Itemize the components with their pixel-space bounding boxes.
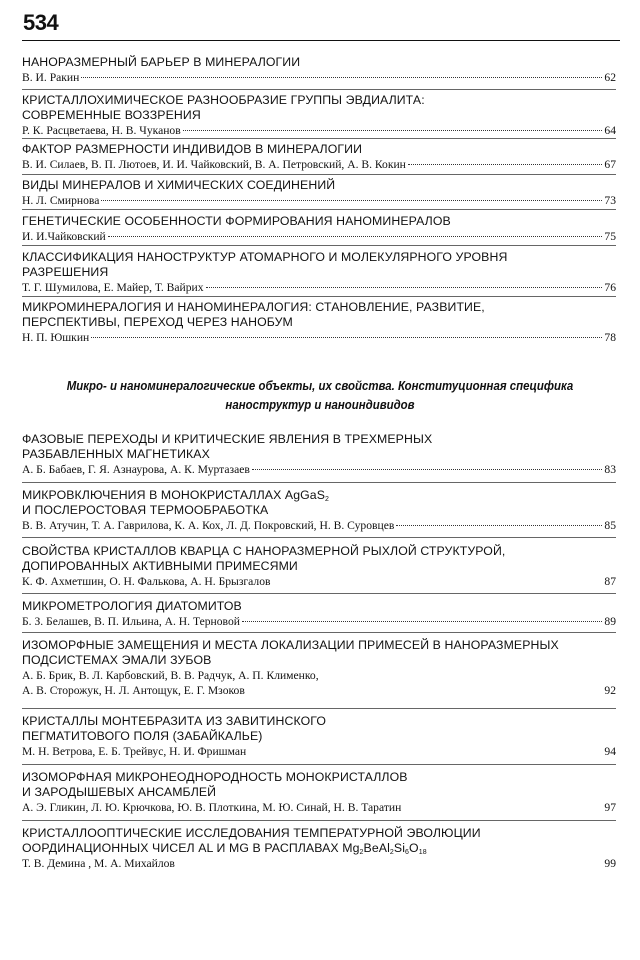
subscript: 2 — [359, 849, 364, 856]
subscript: 2 — [325, 496, 330, 503]
section-heading-line: Микро- и наноминералогические объекты, их свойства. Конституционная специфика — [66, 378, 574, 393]
entry-authors: В. И. Силаев, В. П. Лютоев, И. И. Чайковский, В. А. Петровский, А. В. Кокин — [22, 158, 406, 171]
entry-title: ПЕГМАТИТОВОГО ПОЛЯ (ЗАБАЙКАЛЬЕ) — [22, 729, 263, 743]
toc-entry[interactable] — [22, 432, 616, 477]
entry-title: ИЗОМОРФНЫЕ ЗАМЕЩЕНИЯ И МЕСТА ЛОКАЛИЗАЦИИ ПРИМЕСЕЙ В НАНОРАЗМЕРНЫХ — [22, 638, 559, 652]
entry-author-line — [22, 463, 616, 477]
entry-authors: А. Б. Брик, В. Л. Карбовский, В. В. Радчук, А. П. Клименко, — [22, 669, 319, 682]
entry-title: МИКРОМЕТРОЛОГИЯ ДИАТОМИТОВ — [22, 599, 242, 613]
entry-authors: А. В. Сторожук, Н. Л. Антощук, Е. Г. Мзоков — [22, 684, 245, 697]
toc-entry[interactable] — [22, 599, 616, 629]
entry-author-line — [22, 194, 616, 208]
subscript: 6 — [405, 849, 410, 856]
entry-title-text: ООРДИНАЦИОННЫХ ЧИСЕЛ AL И MG В РАСПЛАВАХ Mg — [22, 841, 360, 855]
entry-separator — [22, 708, 616, 709]
entry-author-line — [22, 281, 616, 295]
entry-title: СОВРЕМЕННЫЕ ВОЗЗРЕНИЯ — [22, 108, 201, 122]
dot-leader — [108, 235, 603, 237]
entry-title: КЛАССИФИКАЦИЯ НАНОСТРУКТУР АТОМАРНОГО И МОЛЕКУЛЯРНОГО УРОВНЯ — [22, 250, 508, 264]
entry-authors: Т. В. Демина , М. А. Михайлов — [22, 857, 175, 870]
entry-title: КРИСТАЛЛОХИМИЧЕСКОЕ РАЗНООБРАЗИЕ ГРУППЫ ЭВДИАЛИТА: — [22, 93, 425, 107]
entry-page: 85 — [604, 519, 616, 532]
entry-title: И ПОСЛЕРОСТОВАЯ ТЕРМООБРАБОТКА — [22, 503, 269, 517]
entry-authors: А. Э. Гликин, Л. Ю. Крючкова, Ю. В. Плоткина, М. Ю. Синай, Н. В. Таратин — [22, 801, 402, 814]
toc-entry[interactable] — [22, 93, 616, 138]
entry-separator — [22, 245, 616, 246]
toc-entry[interactable] — [22, 770, 616, 815]
entry-author-line — [22, 615, 616, 629]
entry-title: ФАЗОВЫЕ ПЕРЕХОДЫ И КРИТИЧЕСКИЕ ЯВЛЕНИЯ В ТРЕХМЕРНЫХ — [22, 432, 433, 446]
entry-page: 75 — [604, 230, 616, 243]
entry-separator — [22, 593, 616, 594]
entry-page: 89 — [604, 615, 616, 628]
entry-title: ИЗОМОРФНАЯ МИКРОНЕОДНОРОДНОСТЬ МОНОКРИСТАЛЛОВ — [22, 770, 408, 784]
entry-title: СВОЙСТВА КРИСТАЛЛОВ КВАРЦА С НАНОРАЗМЕРНОЙ РЫХЛОЙ СТРУКТУРОЙ, — [22, 544, 506, 558]
entry-separator — [22, 632, 616, 633]
toc-entry[interactable] — [22, 55, 616, 85]
entry-title: ФАКТОР РАЗМЕРНОСТИ ИНДИВИДОВ В МИНЕРАЛОГИИ — [22, 142, 363, 156]
entry-title: МИКРОМИНЕРАЛОГИЯ И НАНОМИНЕРАЛОГИЯ: СТАНОВЛЕНИЕ, РАЗВИТИЕ, — [22, 300, 485, 314]
dot-leader — [81, 76, 602, 78]
section-heading — [65, 376, 575, 414]
entry-authors: И. И.Чайковский — [22, 230, 106, 243]
entry-author-line — [22, 575, 616, 589]
entry-title-text: МИКРОВКЛЮЧЕНИЯ В МОНОКРИСТАЛЛАХ AgGaS — [22, 488, 326, 502]
entry-separator — [22, 537, 616, 538]
entry-author-line — [22, 519, 616, 533]
entry-authors: В. И. Ракин — [22, 71, 80, 84]
entry-author-line — [22, 684, 616, 698]
dot-leader — [206, 286, 603, 288]
dot-leader — [252, 468, 603, 470]
entry-title: И ЗАРОДЫШЕВЫХ АНСАМБЛЕЙ — [22, 785, 217, 799]
entry-title: НАНОРАЗМЕРНЫЙ БАРЬЕР В МИНЕРАЛОГИИ — [22, 55, 301, 69]
dot-leader — [183, 129, 603, 131]
entry-authors: К. Ф. Ахметшин, О. Н. Фалькова, А. Н. Брызгалов — [22, 575, 271, 588]
entry-authors: Р. К. Расцветаева, Н. В. Чуканов — [22, 124, 181, 137]
entry-authors: В. В. Атучин, Т. А. Гаврилова, К. А. Кох, Л. Д. Покровский, Н. В. Суровцев — [22, 519, 395, 532]
toc-entry[interactable] — [22, 142, 616, 172]
entry-page: 87 — [604, 575, 616, 588]
entry-title: ПЕРСПЕКТИВЫ, ПЕРЕХОД ЧЕРЕЗ НАНОБУМ — [22, 315, 293, 329]
subscript: 18 — [418, 849, 427, 856]
entry-title: КРИСТАЛЛЫ МОНТЕБРАЗИТА ИЗ ЗАВИТИНСКОГО — [22, 714, 326, 728]
toc-entry[interactable] — [22, 178, 616, 208]
toc-entry[interactable] — [22, 714, 616, 759]
entry-separator — [22, 89, 616, 90]
header-rule — [22, 40, 620, 41]
toc-entry[interactable] — [22, 214, 616, 244]
entry-author-line — [22, 71, 616, 85]
entry-page: 78 — [604, 331, 616, 344]
toc-entry[interactable] — [22, 826, 616, 871]
dot-leader — [101, 199, 602, 201]
entry-author-line — [22, 124, 616, 138]
page-number: 534 — [23, 10, 59, 35]
entry-separator — [22, 138, 616, 139]
entry-title — [22, 841, 616, 856]
toc-entry[interactable] — [22, 300, 616, 345]
entry-author-line — [22, 857, 616, 871]
entry-author-line — [22, 331, 616, 345]
entry-author-line — [22, 230, 616, 244]
entry-page: 73 — [604, 194, 616, 207]
formula-part: BeAl — [363, 841, 390, 855]
entry-authors: Б. З. Белашев, В. П. Ильина, А. Н. Терновой — [22, 615, 240, 628]
entry-separator — [22, 174, 616, 175]
toc-entry[interactable] — [22, 638, 616, 698]
entry-authors: М. Н. Ветрова, Е. Б. Трейвус, Н. И. Фришман — [22, 745, 247, 758]
formula-part: O — [409, 841, 419, 855]
entry-author-line — [22, 158, 616, 172]
entry-authors: Н. П. Юшкин — [22, 331, 90, 344]
entry-title: КРИСТАЛЛООПТИЧЕСКИЕ ИССЛЕДОВАНИЯ ТЕМПЕРАТУРНОЙ ЭВОЛЮЦИИ — [22, 826, 481, 840]
entry-page: 99 — [604, 857, 616, 870]
entry-title: РАЗБАВЛЕННЫХ МАГНЕТИКАХ — [22, 447, 210, 461]
dot-leader — [242, 620, 602, 622]
entry-separator — [22, 296, 616, 297]
entry-separator — [22, 764, 616, 765]
entry-title — [22, 488, 616, 503]
entry-author-line — [22, 669, 616, 683]
entry-page: 64 — [604, 124, 616, 137]
entry-separator — [22, 820, 616, 821]
section-heading-line: наноструктур и наноиндивидов — [225, 397, 415, 412]
entry-title: ДОПИРОВАННЫХ АКТИВНЫМИ ПРИМЕСЯМИ — [22, 559, 298, 573]
entry-author-line — [22, 801, 616, 815]
entry-authors: Т. Г. Шумилова, Е. Майер, Т. Вайрих — [22, 281, 204, 294]
entry-authors: А. Б. Бабаев, Г. Я. Азнаурова, А. К. Муртазаев — [22, 463, 250, 476]
entry-title: ВИДЫ МИНЕРАЛОВ И ХИМИЧЕСКИХ СОЕДИНЕНИЙ — [22, 178, 336, 192]
entry-page: 83 — [604, 463, 616, 476]
formula-part: Si — [393, 841, 406, 855]
entry-page: 94 — [604, 745, 616, 758]
entry-author-line — [22, 745, 616, 759]
subscript: 2 — [389, 849, 394, 856]
entry-separator — [22, 209, 616, 210]
dot-leader — [91, 336, 602, 338]
entry-page: 76 — [604, 281, 616, 294]
toc-entry[interactable] — [22, 250, 616, 295]
entry-separator — [22, 482, 616, 483]
entry-title: РАЗРЕШЕНИЯ — [22, 265, 109, 279]
entry-authors: Н. Л. Смирнова — [22, 194, 100, 207]
entry-page: 62 — [604, 71, 616, 84]
dot-leader — [408, 163, 603, 165]
entry-title: ГЕНЕТИЧЕСКИЕ ОСОБЕННОСТИ ФОРМИРОВАНИЯ НАНОМИНЕРАЛОВ — [22, 214, 451, 228]
dot-leader — [396, 524, 602, 526]
entry-page: 97 — [604, 801, 616, 814]
entry-page: 92 — [604, 684, 616, 697]
entry-title: ПОДСИСТЕМАХ ЭМАЛИ ЗУБОВ — [22, 653, 212, 667]
toc-entry[interactable] — [22, 488, 616, 533]
toc-entry[interactable] — [22, 544, 616, 589]
entry-page: 67 — [604, 158, 616, 171]
